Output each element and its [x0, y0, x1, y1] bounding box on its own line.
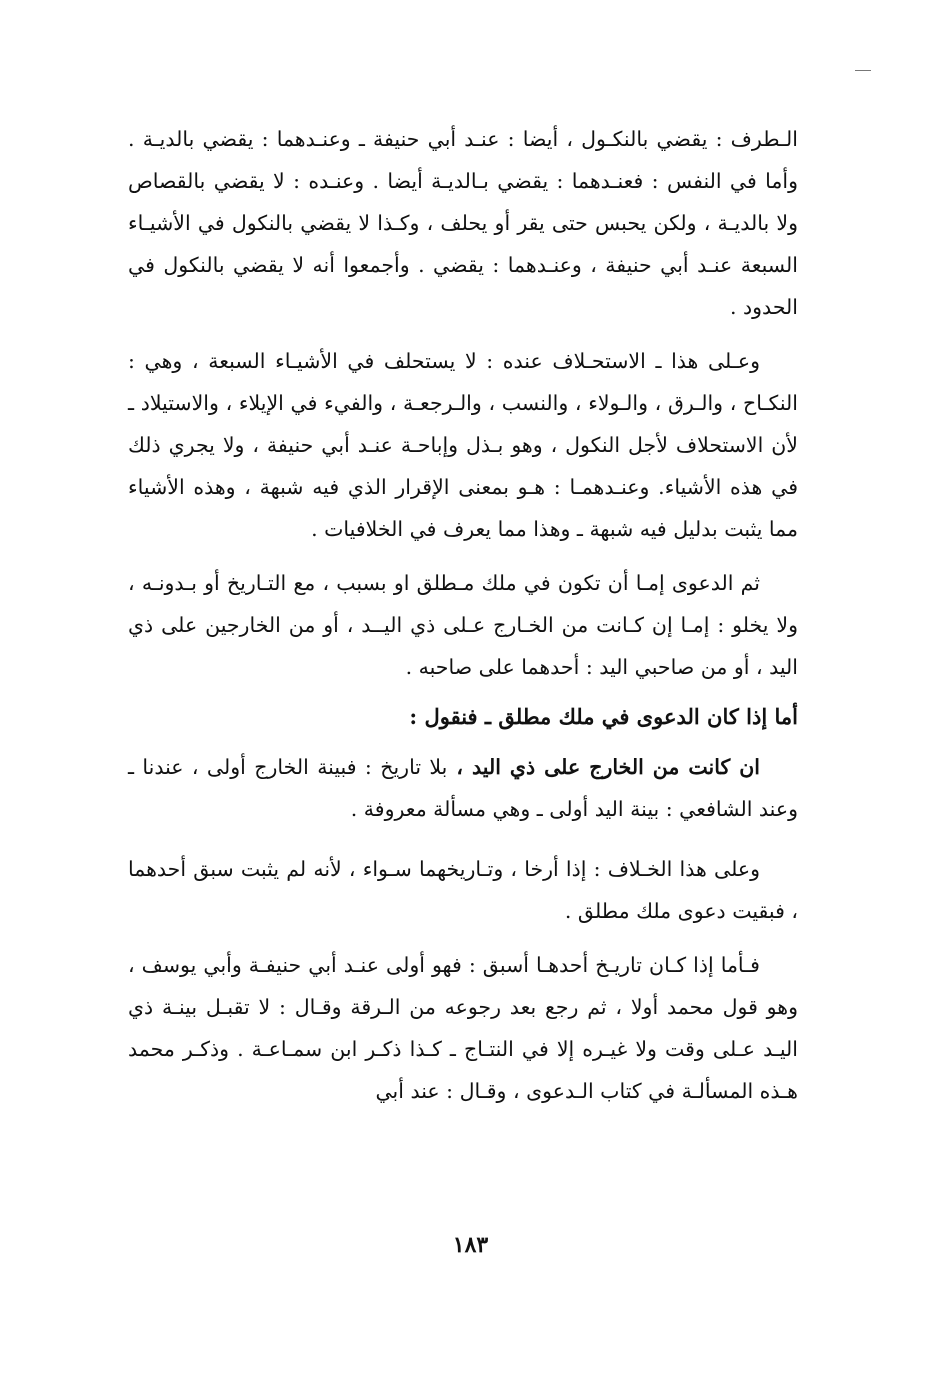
paragraph-khilaf: وعلى هذا الخـلاف : إذا أرخا ، وتـاريخهما سـواء ، لأنه لم يثبت سبق أحدهما ، فبقيت دعوى ملك مطلق .: [128, 857, 798, 923]
paragraph-istihlaf: وعـلى هذا ـ الاستحـلاف عنده : لا يستحلف في الأشيـاء السبعة ، وهي : النكـاح ، والـرق ، والـولاء ، والنسب ، والـرجعـة ، والفيء في الإيلاء ، والاستيلاد ـ لأن الاستحلاف لأجل النكول ، وهو بـذل وإباحـة عنـد أبي حنيفة ، ولا يجري ذلك في هذه الأشياء. وعنـدهمـا : هـو بمعنى الإقرار الذي فيه شبهة ، وهذه الأشياء مما يثبت بدليل فيه شبهة ـ وهذا مما يعرف في الخلافيات .: [128, 349, 798, 541]
page-body: [128, 118, 798, 1112]
page-number: ١٨٣: [452, 1232, 489, 1258]
paragraph-tarikh: فـأما إذا كـان تاريـخ أحدهـا أسبق : فهو أولى عنـد أبي حنيفـة وأبي يوسف ، وهو قول محمد أولا ، ثم رجع بعد رجوعه من الـرقة وقـال : لا تقبـل بينـة ذي اليـد عـلى وقت ولا غيـره إلا في النتـاج ـ كـذا ذكـر ابن سمـاعـة . وذكـر محمد هـذه المسألـة في كتاب الـدعوى ، وقـال : عند أبي: [128, 953, 798, 1103]
paragraph-kharij-rest: بلا تاريخ : فبينة الخارج أولى ، عندنا ـ وعند الشافعي : بينة اليد أولى ـ وهي مسألة معروفة .: [128, 755, 798, 821]
paragraph-kharij-lead: ان كانت من الخارج على ذي اليد ،: [447, 755, 760, 779]
section-heading: أما إذا كان الدعوى في ملك مطلق ـ فنقول :: [409, 704, 798, 729]
margin-mark: [855, 70, 871, 71]
paragraph-kharij: [128, 746, 798, 830]
paragraph-nukul: الـطرف : يقضي بالنكـول ، أيضا : عنـد أبي حنيفة ـ وعنـدهما : يقضي بالديـة . وأما في النفس : فعنـدهما : يقضي بـالديـة أيضا . وعنـده : لا يقضي بالقصاص ولا بالديـة ، ولكن يحبس حتى يقر أو يحلف ، وكـذا لا يقضي بالنكول في الأشيـاء السبعة عنـد أبي حنيفة ، وعنـدهما : يقضي . وأجمعوا أنه لا يقضي بالنكول في الحدود .: [128, 127, 798, 319]
paragraph-dawa-types: ثم الدعوى إمـا أن تكون في ملك مـطلق او بسبب ، مع التـاريخ أو بـدونـه ، ولا يخلو : إمـا إن كـانت من الخـارج عـلى ذي اليــد ، أو من الخارجين على ذي اليد ، أو من صاحبي اليد : أحدهما على صاحبه .: [128, 571, 798, 679]
